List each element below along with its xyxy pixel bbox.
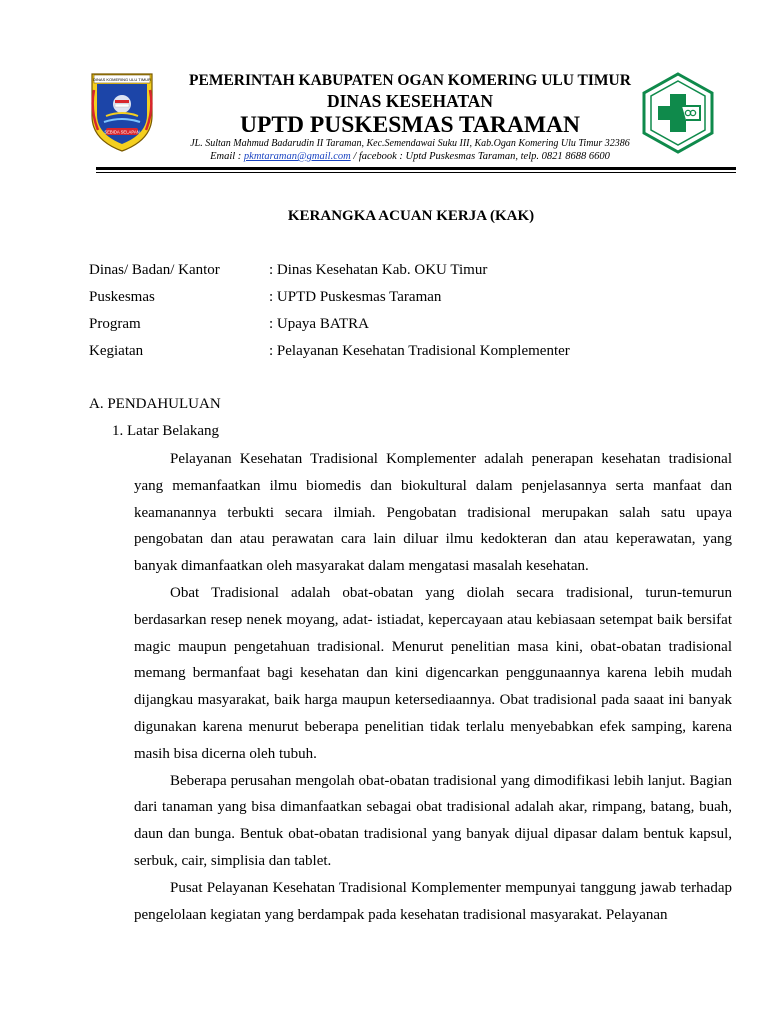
info-value-puskesmas: : UPTD Puskesmas Taraman [269,289,442,305]
email-label: Email : [210,151,244,162]
contact-rest: / facebook : Uptd Puskesmas Taraman, telp. 0821 8688 6600 [350,151,610,162]
paragraph: Pusat Pelayanan Kesehatan Tradisional Komplementer mempunyai tanggung jawab terhadap pengelolaan kegiatan yang berdampak pada kesehatan tradisional masyarakat. Pelayanan [134,879,732,923]
government-name: PEMERINTAH KABUPATEN OGAN KOMERING ULU TIMUR [189,72,631,89]
paragraph: Beberapa perusahan mengolah obat-obatan tradisional yang dimodifikasi lebih lanjut. Bagian dari tanaman yang bisa dimanfaatkan sebagai obat tradisional adalah akar, rimpang, batang, buah, daun dan bunga. Bentuk obat-obatan tradisional yang banyak dijual dipasar dalam bentuk kapsul, serbuk, cair, simplisia dan tablet. [134,772,732,869]
paragraph: Pelayanan Kesehatan Tradisional Komplementer adalah penerapan kesehatan tradisional yang memanfaatkan ilmu biomedis dan biokultural dalam penjelasannya serta manfaat dan keamanannya terbukti secara ilmiah. Pengobatan tradisional merupakan salah satu upaya pengobatan dan atau perawatan cara lain diluar ilmu kedokteran dan atau keperawatan, yang banyak dimanfaatkan oleh masyarakat dalam mengatasi masalah kesehatan. [134,451,732,575]
section-heading-pendahuluan: A. PENDAHULUAN [89,396,221,412]
letterhead-rule-thick [96,167,736,170]
info-value-dinas: : Dinas Kesehatan Kab. OKU Timur [269,262,488,278]
puskesmas-logo [642,72,714,154]
unit-name: UPTD PUSKESMAS TARAMAN [240,112,580,138]
subsection-heading-latar-belakang: 1. Latar Belakang [112,423,220,439]
info-label-program: Program [89,316,141,332]
regency-emblem-logo [88,70,156,154]
info-label-dinas: Dinas/ Badan/ Kantor [89,262,220,278]
email-link[interactable]: pkmtaraman@gmail.com [243,151,351,162]
address-line: JL. Sultan Mahmud Badarudin II Taraman, Kec.Semendawai Suku III, Kab.Ogan Komering Ulu Timur 32386 [190,138,630,149]
info-value-program: : Upaya BATRA [269,316,369,332]
paragraph: Obat Tradisional adalah obat-obatan yang diolah secara tradisional, turun-temurun berdasarkan resep nenek moyang, adat- istiadat, kepercayaan atau kebiasaan setempat baik bersifat magic maupun pengetahuan tradisional. Menurut penelitian masa kini, obat-obatan tradisional memang bermanfaat bagi kesehatan dan kini digencarkan penggunaannya karena lebih mudah dijangkau masyarakat, baik harga maupun ketersediaannya. Obat tradisional pada saaat ini banyak digunakan karena menurut beberapa penelitian tidak terlalu menyebabkan efek samping, karena masih bisa dicerna oleh tubuh. [134,584,732,762]
document-title: KERANGKA ACUAN KERJA (KAK) [287,208,535,224]
contact-line [160,151,660,162]
info-label-kegiatan: Kegiatan [89,343,144,359]
body-text [134,446,732,928]
info-value-kegiatan: : Pelayanan Kesehatan Tradisional Komplementer [269,343,570,359]
department-name: DINAS KESEHATAN [326,91,494,111]
info-label-puskesmas: Puskesmas [89,289,155,305]
emblem-text: DINAS KOMERING ULU TIMUR [93,77,151,82]
emblem-ribbon-text: SEBIDA SELAPAN [104,129,140,135]
letterhead-rule-thin [96,172,736,173]
